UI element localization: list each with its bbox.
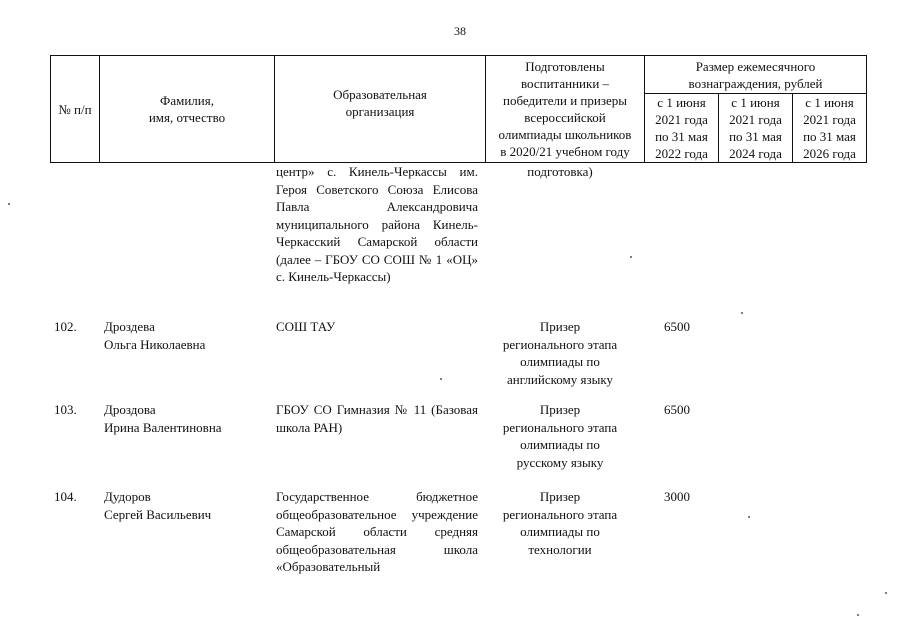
scan-speck (741, 312, 743, 314)
header-name-label: Фамилия, имя, отчество (148, 93, 226, 125)
row-name: Дудоров Сергей Васильевич (104, 489, 212, 522)
header-period-2026 (793, 94, 867, 163)
row-name: Дроздова Ирина Валентиновна (104, 402, 222, 435)
scan-speck (8, 203, 10, 205)
header-period-2022 (645, 94, 719, 163)
table-header (50, 55, 867, 163)
row-name: Дроздева Ольга Николаевна (104, 319, 206, 352)
header-prepared (486, 56, 645, 163)
scan-speck (857, 614, 859, 616)
row-amount: 6500 (664, 402, 690, 417)
scan-speck (885, 592, 887, 594)
header-organization (275, 56, 486, 163)
continuation-achievement: подготовка) (527, 164, 593, 179)
scan-speck (440, 378, 442, 380)
row-achievement: Призер регионального этапа олимпиады по английскому языку (502, 319, 618, 387)
header-reward (645, 56, 867, 94)
row-number: 103. (54, 402, 77, 417)
period-2024-label: с 1 июня 2021 года по 31 мая 2024 года (729, 95, 782, 161)
scan-speck (630, 256, 632, 258)
header-organization-label: Образовательная организация (333, 87, 427, 119)
header-number (51, 56, 100, 163)
row-amount: 6500 (664, 319, 690, 334)
row-achievement: Призер регионального этапа олимпиады по технологии (502, 489, 618, 557)
row-organization: ГБОУ СО Гимназия № 11 (Базовая школа РАН) (276, 402, 478, 435)
row-organization: СОШ ТАУ (276, 319, 336, 334)
row-organization: Государственное бюджетное общеобразовательное учреждение Самарской области средняя общеобразовательная школа «Образовательный (276, 489, 478, 574)
header-prepared-label: Подготовлены воспитанники – победители и призеры всероссийской олимпиады школьников в 2020/21 учебном году (498, 59, 632, 159)
period-2026-label: с 1 июня 2021 года по 31 мая 2026 года (803, 95, 856, 161)
row-amount: 3000 (664, 489, 690, 504)
header-name (100, 56, 275, 163)
row-number: 102. (54, 319, 77, 334)
continuation-organization: центр» с. Кинель-Черкассы им. Героя Советского Союза Елисова Павла Александровича муниципального района Кинель-Черкасский Самарской области (далее – ГБОУ СО СОШ № 1 «ОЦ» с. Кинель-Черкассы) (276, 164, 478, 284)
row-achievement: Призер регионального этапа олимпиады по русскому языку (502, 402, 618, 470)
period-2022-label: с 1 июня 2021 года по 31 мая 2022 года (655, 95, 708, 161)
row-number: 104. (54, 489, 77, 504)
page-number: 38 (454, 24, 466, 38)
header-number-label: № п/п (58, 101, 92, 117)
scan-speck (748, 516, 750, 518)
header-reward-label: Размер ежемесячного вознаграждения, рублей (688, 58, 823, 91)
header-period-2024 (719, 94, 793, 163)
